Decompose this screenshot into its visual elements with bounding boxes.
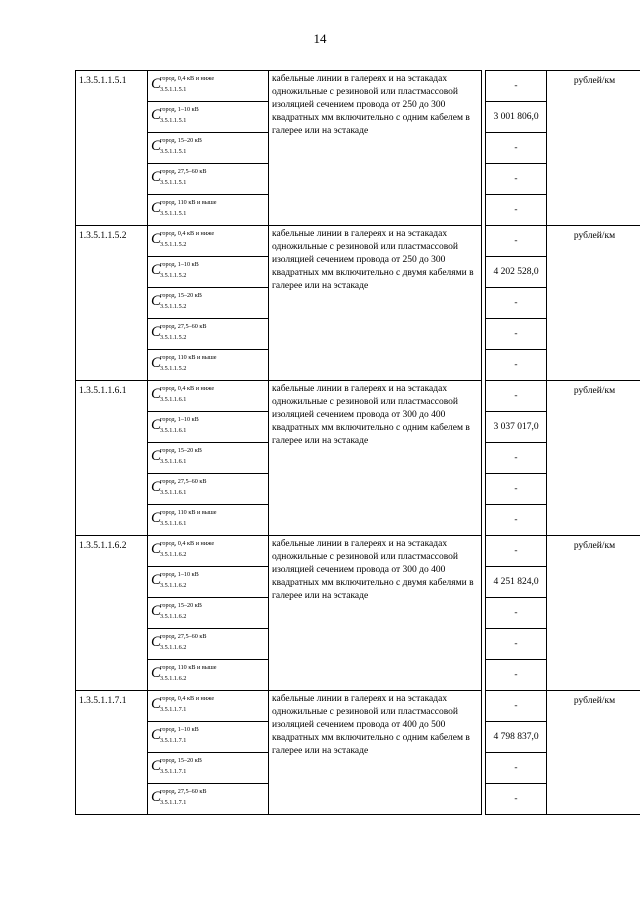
rate-symbol-cell	[148, 319, 269, 350]
rate-value: -	[486, 691, 547, 722]
row-code: 1.3.5.1.1.7.1	[76, 691, 148, 815]
rate-symbol-letter: C	[151, 138, 162, 154]
rate-symbol-superscript: город, 1–10 кВ	[160, 261, 199, 268]
rate-symbol-superscript: город, 0,4 кВ и ниже	[160, 385, 215, 392]
rate-value: 4 202 528,0	[486, 257, 547, 288]
rate-symbol-superscript: город, 0,4 кВ и ниже	[160, 230, 215, 237]
rate-symbol-subscript: 3.5.1.1.5.2	[160, 334, 187, 341]
rate-symbol-letter: C	[151, 231, 162, 247]
row-code: 1.3.5.1.1.6.1	[76, 381, 148, 536]
row-code: 1.3.5.1.1.5.1	[76, 71, 148, 226]
rate-symbol-subscript: 3.5.1.1.5.2	[160, 365, 187, 372]
rate-symbol-subscript: 3.5.1.1.5.2	[160, 241, 187, 248]
rate-symbol-superscript: город, 1–10 кВ	[160, 726, 199, 733]
row-unit: рублей/км	[547, 71, 640, 226]
rate-symbol-letter: C	[151, 541, 162, 557]
rate-symbol-cell	[148, 598, 269, 629]
rate-symbol-superscript: город, 27,5–60 кВ	[160, 478, 207, 485]
rate-symbol-letter: C	[151, 200, 162, 216]
rate-symbol-cell	[148, 567, 269, 598]
rate-symbol-cell	[148, 195, 269, 226]
rate-value: -	[486, 71, 547, 102]
rate-symbol-cell	[148, 381, 269, 412]
rate-symbol-subscript: 3.5.1.1.6.2	[160, 613, 187, 620]
rate-symbol-cell	[148, 288, 269, 319]
rate-symbol-subscript: 3.5.1.1.5.2	[160, 303, 187, 310]
rate-symbol-cell	[148, 412, 269, 443]
rate-symbol-letter: C	[151, 448, 162, 464]
rate-value: -	[486, 195, 547, 226]
page-number: 14	[313, 31, 327, 46]
rate-symbol-superscript: город, 15–20 кВ	[160, 602, 202, 609]
rate-symbol-cell	[148, 474, 269, 505]
rate-symbol-letter: C	[151, 417, 162, 433]
rate-symbol-cell	[148, 629, 269, 660]
rate-symbol-subscript: 3.5.1.1.6.2	[160, 551, 187, 558]
row-description: кабельные линии в галереях и на эстакадах одножильные с резиновой или пластмассовой изоляцией сечением провода от 250 до 300 квадратных мм включительно с одним кабелем в галерее или на эстакаде	[269, 71, 482, 226]
rate-symbol-subscript: 3.5.1.1.7.1	[160, 706, 187, 713]
rate-symbol-subscript: 3.5.1.1.6.1	[160, 396, 187, 403]
rate-symbol-subscript: 3.5.1.1.7.1	[160, 737, 187, 744]
rate-symbol-superscript: город, 1–10 кВ	[160, 416, 199, 423]
rate-symbol-cell	[148, 257, 269, 288]
table-row	[76, 226, 640, 257]
rate-symbol-subscript: 3.5.1.1.5.1	[160, 210, 187, 217]
rate-symbol-superscript: город, 27,5–60 кВ	[160, 323, 207, 330]
rate-symbol-letter: C	[151, 603, 162, 619]
rate-symbol-letter: C	[151, 572, 162, 588]
rate-symbol-superscript: город, 1–10 кВ	[160, 106, 199, 113]
rate-value: 3 037 017,0	[486, 412, 547, 443]
rate-symbol-letter: C	[151, 324, 162, 340]
rate-value: -	[486, 133, 547, 164]
rate-symbol-letter: C	[151, 169, 162, 185]
rate-symbol-subscript: 3.5.1.1.5.1	[160, 148, 187, 155]
rate-value: -	[486, 319, 547, 350]
rate-symbol-letter: C	[151, 665, 162, 681]
rate-symbol-subscript: 3.5.1.1.6.1	[160, 427, 187, 434]
rate-symbol-superscript: город, 110 кВ и выше	[160, 199, 217, 206]
table-row	[76, 381, 640, 412]
rate-symbol-cell	[148, 71, 269, 102]
rate-symbol-subscript: 3.5.1.1.7.1	[160, 768, 187, 775]
rate-symbol-subscript: 3.5.1.1.5.2	[160, 272, 187, 279]
rate-value: -	[486, 226, 547, 257]
rate-symbol-cell	[148, 784, 269, 815]
rate-symbol-cell	[148, 536, 269, 567]
rate-symbol-superscript: город, 0,4 кВ и ниже	[160, 540, 215, 547]
rate-value: 3 001 806,0	[486, 102, 547, 133]
rate-symbol-superscript: город, 1–10 кВ	[160, 571, 199, 578]
rate-value: -	[486, 598, 547, 629]
rate-value: 4 251 824,0	[486, 567, 547, 598]
table-row	[76, 691, 640, 722]
row-unit: рублей/км	[547, 536, 640, 691]
rates-table-body	[76, 71, 640, 815]
rate-symbol-subscript: 3.5.1.1.6.1	[160, 520, 187, 527]
rate-value: 4 798 837,0	[486, 722, 547, 753]
row-unit: рублей/км	[547, 226, 640, 381]
rate-value: -	[486, 536, 547, 567]
rate-symbol-superscript: город, 110 кВ и выше	[160, 354, 217, 361]
rate-symbol-subscript: 3.5.1.1.6.2	[160, 582, 187, 589]
rate-value: -	[486, 660, 547, 691]
rate-symbol-letter: C	[151, 696, 162, 712]
rate-symbol-superscript: город, 27,5–60 кВ	[160, 633, 207, 640]
rate-symbol-superscript: город, 15–20 кВ	[160, 292, 202, 299]
rate-symbol-letter: C	[151, 510, 162, 526]
rate-symbol-cell	[148, 660, 269, 691]
rate-symbol-cell	[148, 722, 269, 753]
rate-symbol-letter: C	[151, 107, 162, 123]
rate-symbol-subscript: 3.5.1.1.6.1	[160, 489, 187, 496]
rate-value: -	[486, 474, 547, 505]
rate-symbol-superscript: город, 15–20 кВ	[160, 447, 202, 454]
rate-symbol-letter: C	[151, 758, 162, 774]
rate-symbol-superscript: город, 0,4 кВ и ниже	[160, 75, 215, 82]
rate-symbol-subscript: 3.5.1.1.5.1	[160, 86, 187, 93]
rate-value: -	[486, 288, 547, 319]
table-row	[76, 71, 640, 102]
rate-symbol-superscript: город, 27,5–60 кВ	[160, 788, 207, 795]
rate-value: -	[486, 164, 547, 195]
rate-symbol-letter: C	[151, 789, 162, 805]
rate-symbol-letter: C	[151, 386, 162, 402]
rate-symbol-cell	[148, 753, 269, 784]
rate-symbol-superscript: город, 15–20 кВ	[160, 137, 202, 144]
rate-value: -	[486, 784, 547, 815]
rate-symbol-letter: C	[151, 634, 162, 650]
rate-symbol-cell	[148, 133, 269, 164]
row-unit: рублей/км	[547, 691, 640, 815]
row-description: кабельные линии в галереях и на эстакадах одножильные с резиновой или пластмассовой изоляцией сечением провода от 300 до 400 квадратных мм включительно с одним кабелем в галерее или на эстакаде	[269, 381, 482, 536]
rate-symbol-subscript: 3.5.1.1.6.1	[160, 458, 187, 465]
rate-value: -	[486, 753, 547, 784]
rate-symbol-letter: C	[151, 293, 162, 309]
rate-value: -	[486, 381, 547, 412]
rate-value: -	[486, 350, 547, 381]
rate-value: -	[486, 629, 547, 660]
row-code: 1.3.5.1.1.5.2	[76, 226, 148, 381]
rate-value: -	[486, 505, 547, 536]
row-description: кабельные линии в галереях и на эстакадах одножильные с резиновой или пластмассовой изоляцией сечением провода от 250 до 300 квадратных мм включительно с двумя кабелями в галерее или на эстакаде	[269, 226, 482, 381]
row-unit: рублей/км	[547, 381, 640, 536]
rate-symbol-subscript: 3.5.1.1.5.1	[160, 179, 187, 186]
rate-symbol-subscript: 3.5.1.1.6.2	[160, 675, 187, 682]
rate-symbol-letter: C	[151, 355, 162, 371]
rate-symbol-superscript: город, 27,5–60 кВ	[160, 168, 207, 175]
row-description: кабельные линии в галереях и на эстакадах одножильные с резиновой или пластмассовой изоляцией сечением провода от 400 до 500 квадратных мм включительно с одним кабелем в галерее или на эстакаде	[269, 691, 482, 815]
rate-symbol-cell	[148, 102, 269, 133]
rate-symbol-letter: C	[151, 262, 162, 278]
table-row	[76, 536, 640, 567]
rate-symbol-superscript: город, 110 кВ и выше	[160, 509, 217, 516]
rate-symbol-superscript: город, 110 кВ и выше	[160, 664, 217, 671]
rate-symbol-superscript: город, 15–20 кВ	[160, 757, 202, 764]
rate-symbol-subscript: 3.5.1.1.6.2	[160, 644, 187, 651]
rate-symbol-cell	[148, 443, 269, 474]
row-description: кабельные линии в галереях и на эстакадах одножильные с резиновой или пластмассовой изоляцией сечением провода от 300 до 400 квадратных мм включительно с двумя кабелями в галерее или на эстакаде	[269, 536, 482, 691]
rate-symbol-cell	[148, 226, 269, 257]
rate-symbol-letter: C	[151, 76, 162, 92]
rate-value: -	[486, 443, 547, 474]
rate-symbol-cell	[148, 505, 269, 536]
rate-symbol-cell	[148, 691, 269, 722]
row-code: 1.3.5.1.1.6.2	[76, 536, 148, 691]
rate-symbol-superscript: город, 0,4 кВ и ниже	[160, 695, 215, 702]
rate-symbol-cell	[148, 350, 269, 381]
rate-symbol-subscript: 3.5.1.1.5.1	[160, 117, 187, 124]
rate-symbol-letter: C	[151, 479, 162, 495]
rates-table	[75, 70, 640, 815]
rate-symbol-cell	[148, 164, 269, 195]
rate-symbol-subscript: 3.5.1.1.7.1	[160, 799, 187, 806]
rate-symbol-letter: C	[151, 727, 162, 743]
